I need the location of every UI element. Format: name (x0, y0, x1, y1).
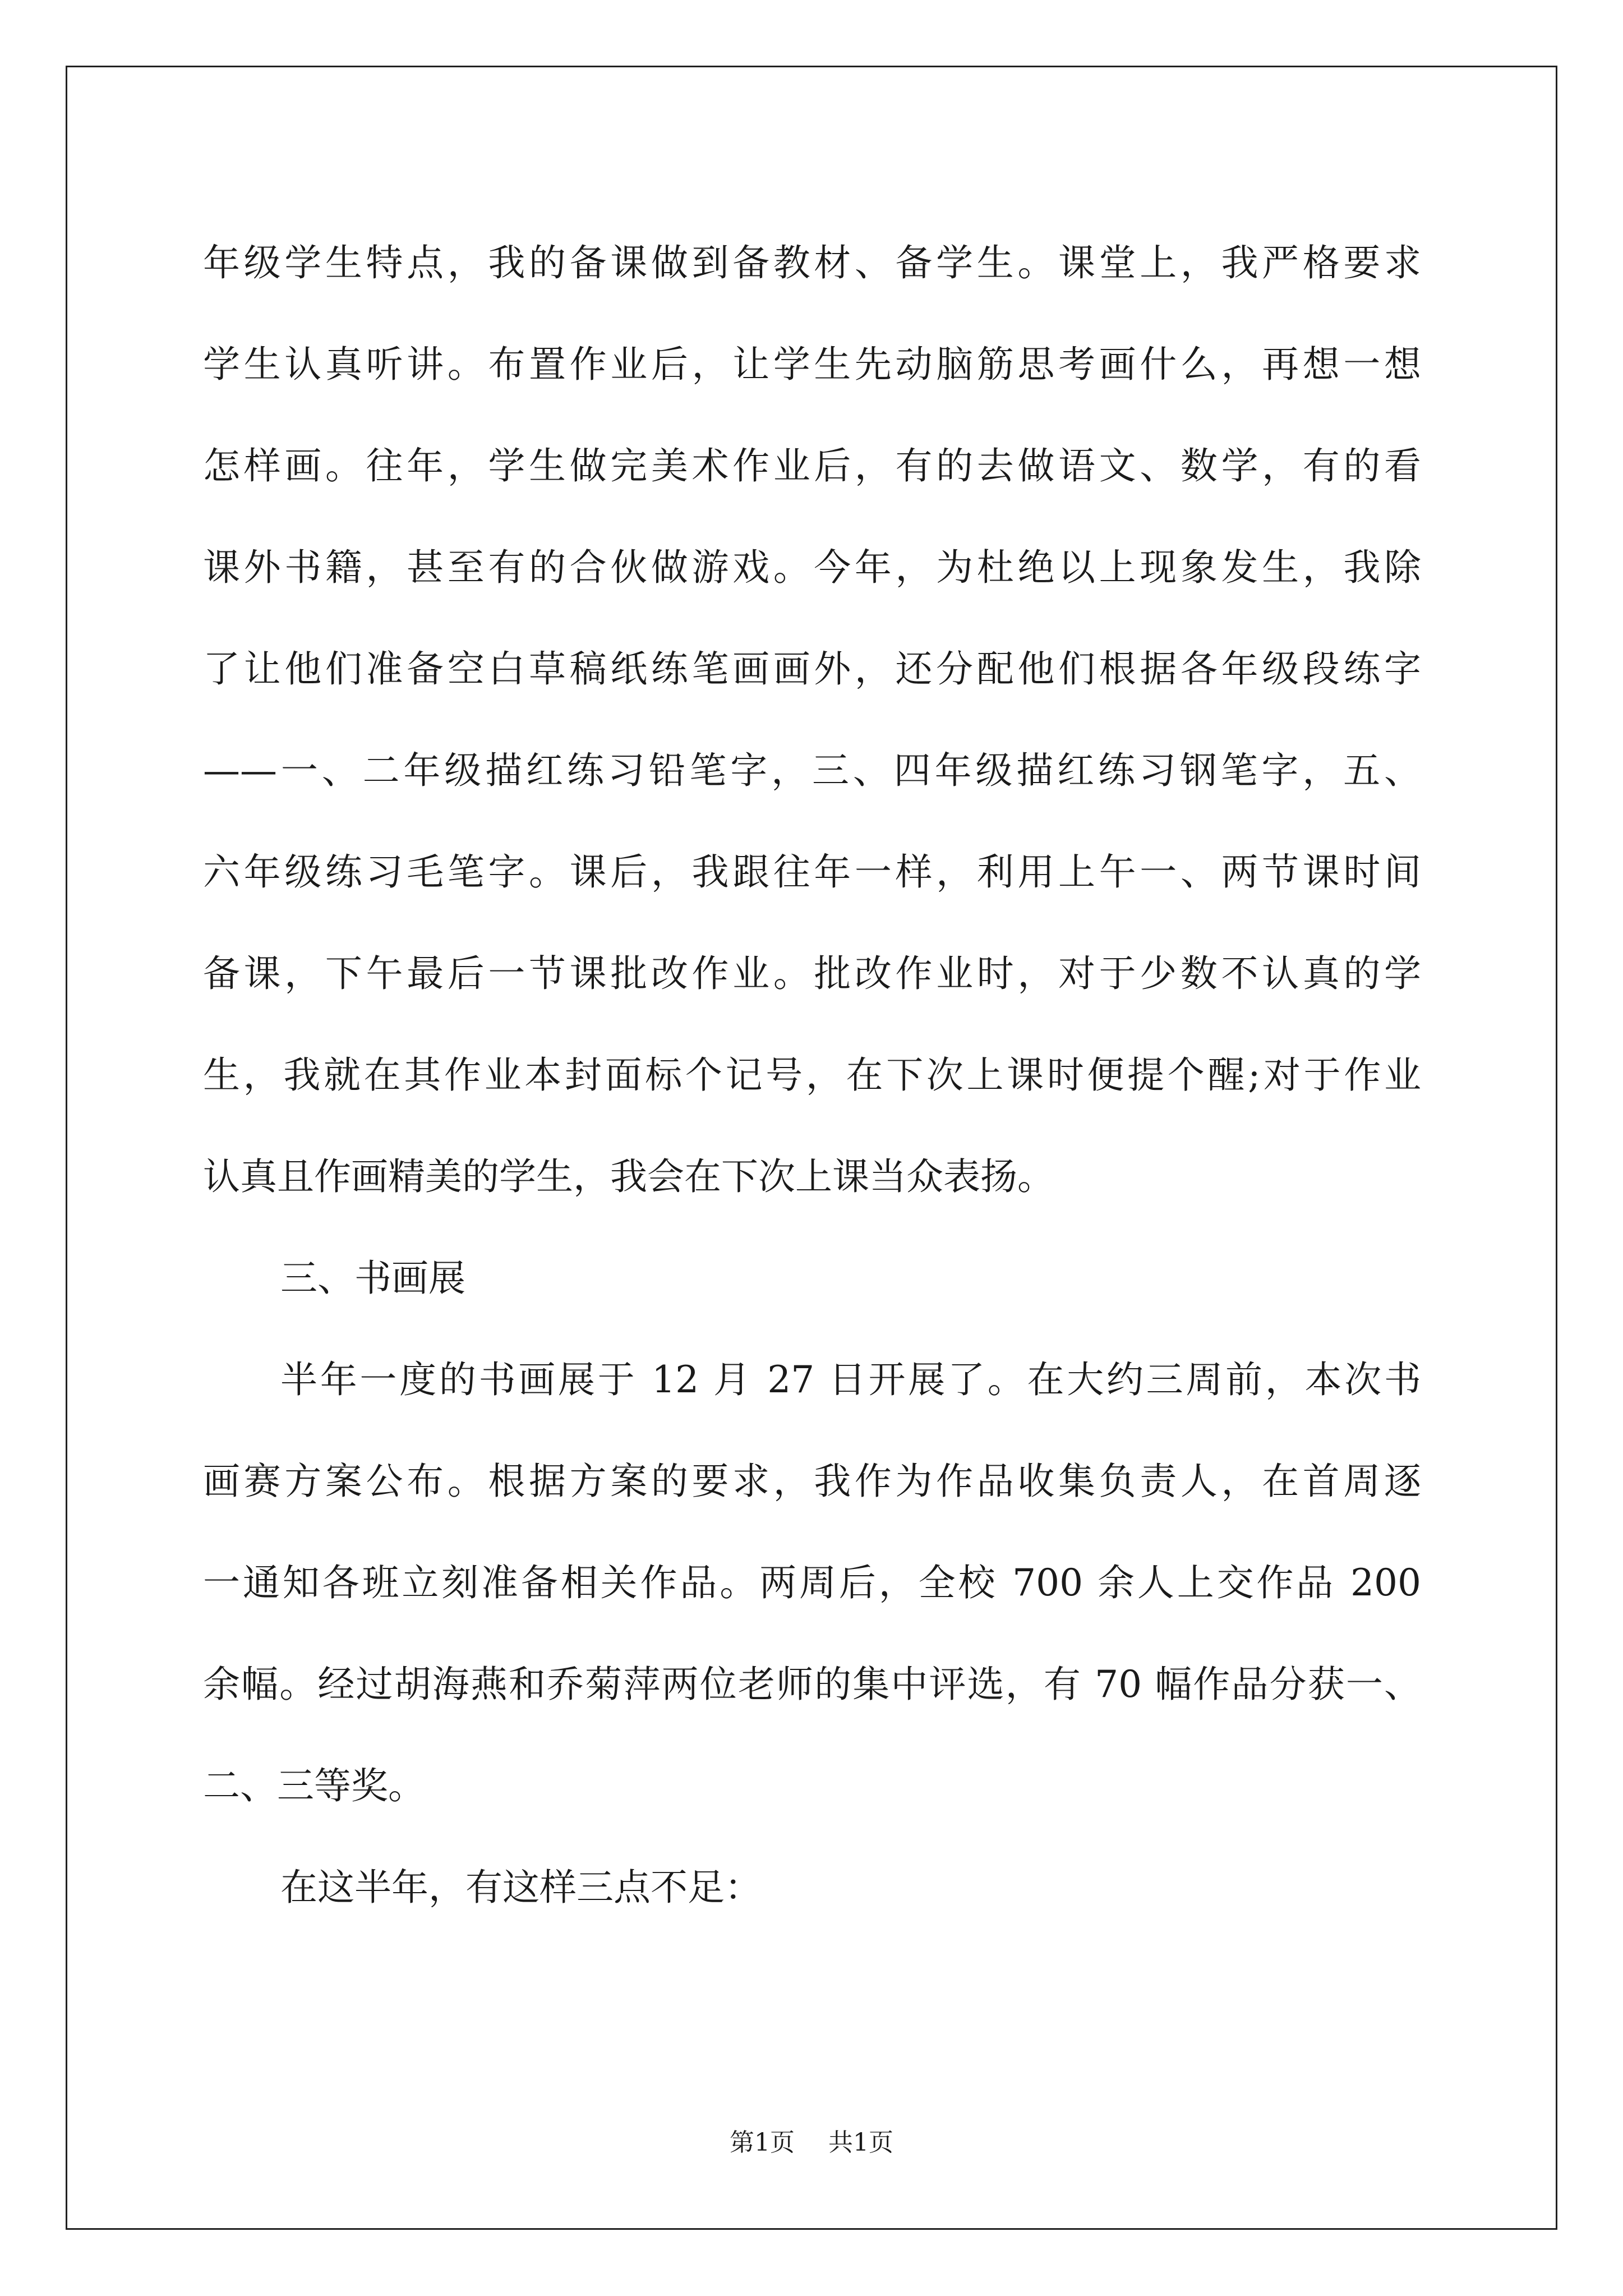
text-line: 一通知各班立刻准备相关作品。两周后，全校 700 余人上交作品 200 (203, 1561, 1421, 1604)
text-line: 画赛方案公布。根据方案的要求，我作为作品收集负责人，在首周逐 (203, 1460, 1421, 1503)
text-line: ——一、二年级描红练习铅笔字，三、四年级描红练习钢笔字，五、 (203, 749, 1421, 792)
section-heading: 三、书画展 (280, 1257, 465, 1300)
text-line: 生，我就在其作业本封面标个记号，在下次上课时便提个醒;对于作业 (203, 1053, 1421, 1097)
page-footer (0, 2126, 1623, 2160)
text-line: 认真且作画精美的学生，我会在下次上课当众表扬。 (203, 1155, 1054, 1198)
text-line: 备课，下午最后一节课批改作业。批改作业时，对于少数不认真的学 (203, 952, 1421, 995)
document-body (203, 212, 1421, 1938)
page-number: 第1页 (730, 2128, 795, 2157)
page-total: 共1页 (828, 2128, 893, 2157)
text-line: 课外书籍，甚至有的合伙做游戏。今年，为杜绝以上现象发生，我除 (203, 546, 1421, 589)
text-line: 了让他们准备空白草稿纸练笔画画外，还分配他们根据各年级段练字 (203, 647, 1421, 691)
text-line: 在这半年，有这样三点不足： (280, 1866, 762, 1909)
text-line: 六年级练习毛笔字。课后，我跟往年一样，利用上午一、两节课时间 (203, 850, 1421, 894)
text-line: 年级学生特点，我的备课做到备教材、备学生。课堂上，我严格要求 (203, 241, 1421, 284)
text-line: 半年一度的书画展于 12 月 27 日开展了。在大约三周前，本次书 (280, 1358, 1421, 1401)
text-line: 余幅。经过胡海燕和乔菊萍两位老师的集中评选，有 70 幅作品分获一、 (203, 1663, 1421, 1706)
text-line: 怎样画。往年，学生做完美术作业后，有的去做语文、数学，有的看 (203, 444, 1421, 487)
text-line: 学生认真听讲。布置作业后，让学生先动脑筋思考画什么，再想一想 (203, 343, 1421, 386)
text-line: 二、三等奖。 (203, 1764, 425, 1807)
